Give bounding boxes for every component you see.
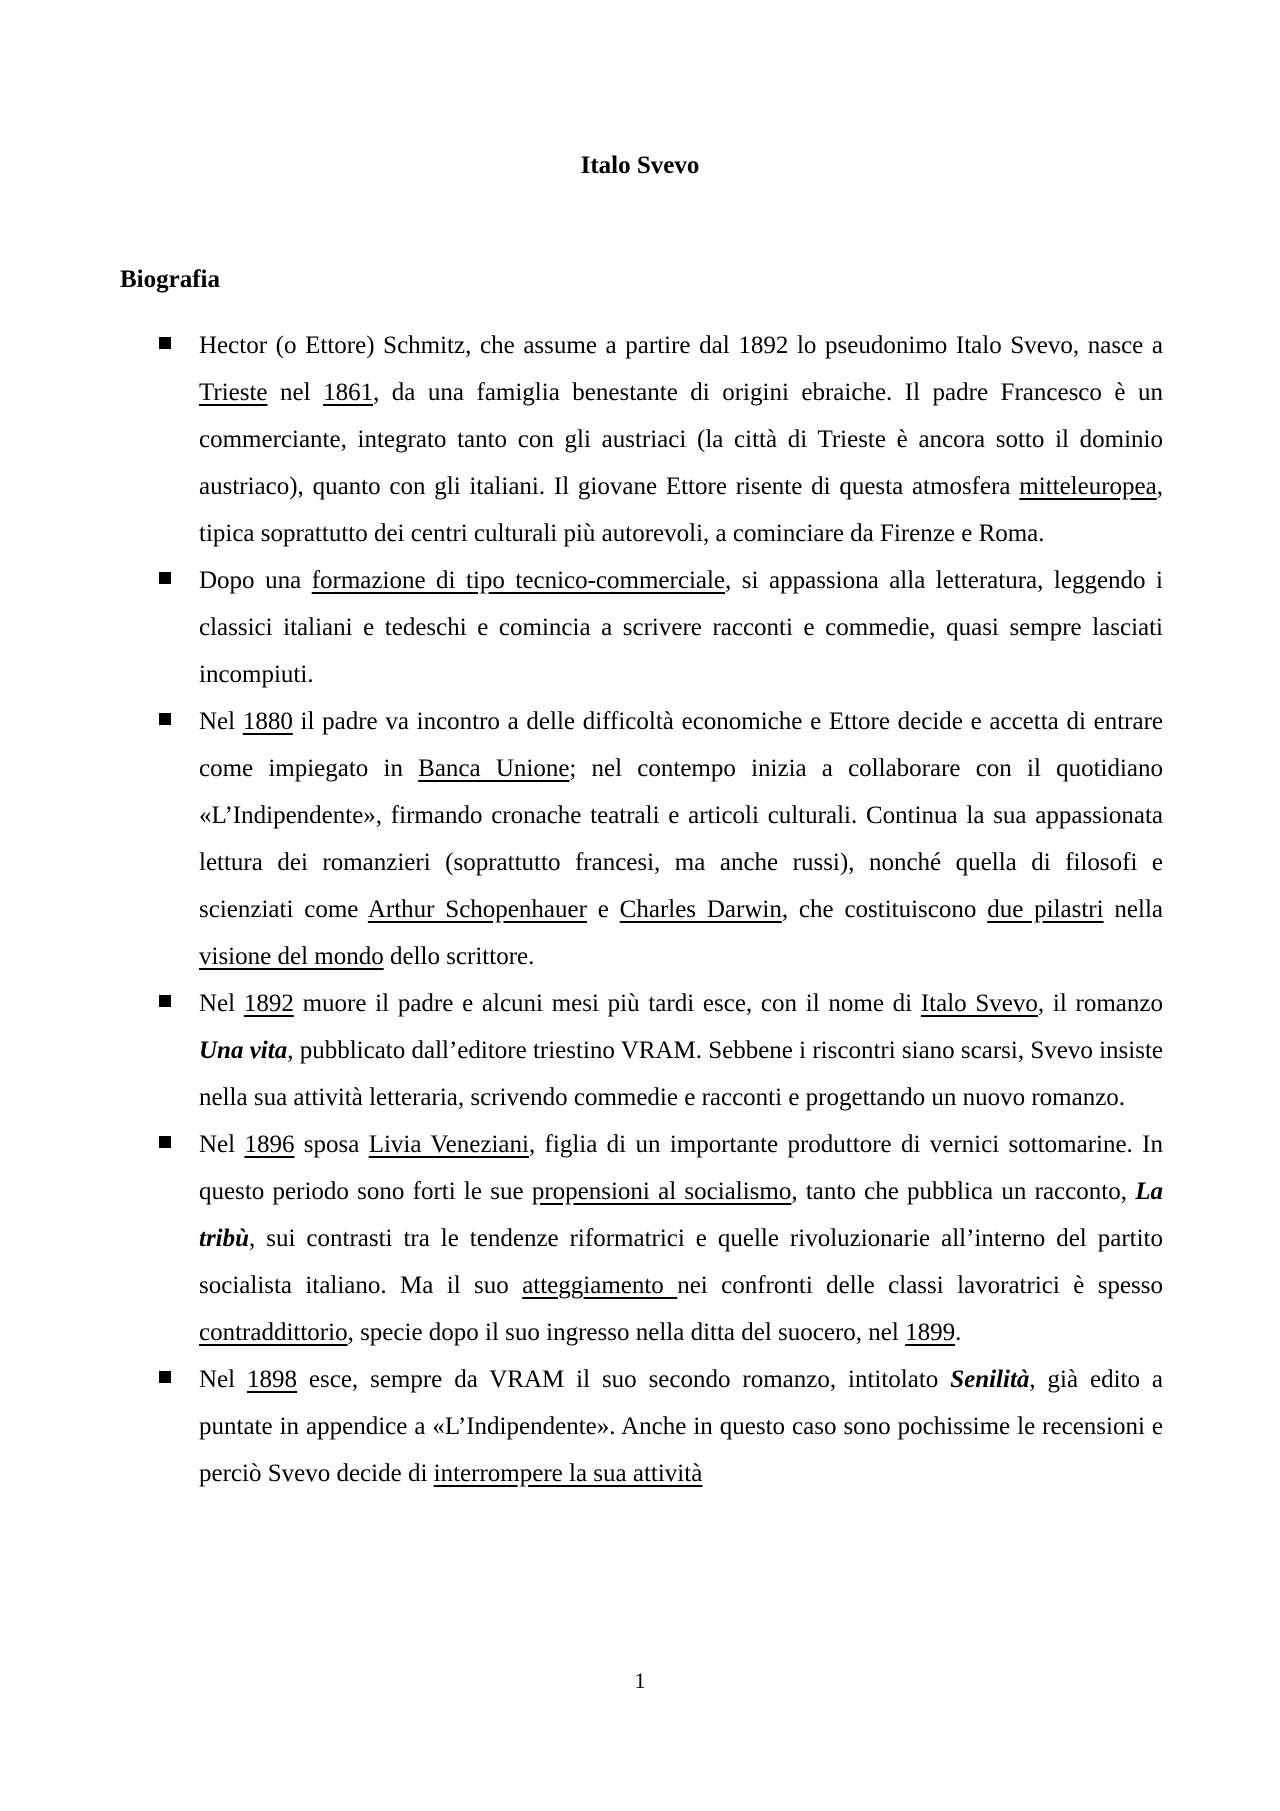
text-segment: Nel bbox=[199, 708, 243, 735]
text-segment: . bbox=[955, 1319, 962, 1346]
square-bullet-icon bbox=[159, 1136, 171, 1148]
text-segment: dello scrittore. bbox=[383, 943, 535, 970]
list-item bbox=[0, 1121, 1163, 1356]
underlined-phrase: due pilastri bbox=[987, 896, 1104, 923]
underlined-phrase: 1861 bbox=[323, 379, 374, 406]
underlined-phrase: 1892 bbox=[243, 990, 294, 1017]
text-segment: , tanto che pubblica un racconto, bbox=[791, 1178, 1136, 1205]
biography-bullet-list bbox=[0, 322, 1280, 1497]
underlined-phrase: contraddittorio bbox=[199, 1319, 348, 1346]
underlined-phrase: formazione di tipo tecnico-commerciale bbox=[311, 567, 726, 594]
underlined-phrase: visione del mondo bbox=[199, 943, 384, 970]
underlined-phrase: Charles Darwin bbox=[619, 896, 782, 923]
list-item bbox=[0, 698, 1163, 980]
work-title bbox=[950, 1366, 1029, 1393]
text-segment: , sui contrasti tra le tendenze riformatrici e quelle rivoluzionarie all’interno del partito socialista italiano. Ma il suo bbox=[199, 1225, 1163, 1299]
underlined-phrase: Livia Veneziani bbox=[368, 1131, 529, 1158]
underlined-phrase: Banca Unione bbox=[418, 755, 570, 782]
underlined-phrase: interrompere la sua attività bbox=[433, 1460, 703, 1487]
underlined-phrase: Arthur Schopenhauer bbox=[367, 896, 587, 923]
underlined-phrase: 1899 bbox=[905, 1319, 956, 1346]
work-title bbox=[199, 1037, 287, 1064]
text-segment: esce, sempre da VRAM il suo secondo romanzo, intitolato bbox=[297, 1366, 951, 1393]
document-title: Italo Svevo bbox=[580, 152, 700, 179]
text-segment: sposa bbox=[294, 1131, 369, 1158]
list-item bbox=[0, 322, 1163, 557]
bullet-paragraph bbox=[199, 322, 1163, 557]
text-segment: nel bbox=[267, 379, 324, 406]
work-title-italic: La tribù bbox=[199, 1178, 1163, 1252]
underlined-phrase: Italo Svevo bbox=[920, 990, 1038, 1017]
text-segment: muore il padre e alcuni mesi più tardi esce, con il nome di bbox=[293, 990, 921, 1017]
square-bullet-icon bbox=[159, 572, 171, 584]
square-bullet-icon bbox=[159, 337, 171, 349]
list-item bbox=[0, 1356, 1163, 1497]
bullet-paragraph bbox=[199, 557, 1163, 698]
text-segment: e bbox=[586, 896, 620, 923]
underlined-phrase: Trieste bbox=[199, 379, 268, 406]
text-segment: , pubblicato dall’editore triestino VRAM. Sebbene i riscontri siano scarsi, Svevo insiste nella sua attività letteraria, scrivendo commedie e racconti e progettando un nuovo romanzo. bbox=[199, 1037, 1163, 1111]
list-item bbox=[0, 980, 1163, 1121]
work-title-italic: Una vita bbox=[199, 1037, 288, 1064]
text-segment: Nel bbox=[199, 990, 244, 1017]
text-segment: , specie dopo il suo ingresso nella ditta del suocero, nel bbox=[347, 1319, 906, 1346]
section-heading: Biografia bbox=[120, 266, 220, 293]
underlined-phrase: 1898 bbox=[247, 1366, 298, 1393]
text-segment: , figlia di un importante produttore di vernici sottomarine. In questo periodo sono forti le sue bbox=[199, 1131, 1163, 1205]
square-bullet-icon bbox=[159, 1371, 171, 1383]
text-segment: il padre va incontro a delle difficoltà economiche e Ettore decide e accetta di entrare come impiegato in bbox=[199, 708, 1163, 782]
text-segment: ; nel contempo inizia a collaborare con il quotidiano «L’Indipendente», firmando cronache teatrali e articoli culturali. Continua la sua appassionata lettura dei romanzieri (soprattutto francesi, ma anche russi), nonché quella di filosofi e scienziati come bbox=[199, 755, 1164, 923]
text-segment: , si appassiona alla letteratura, leggendo i classici italiani e tedeschi e comincia a scrivere racconti e commedie, quasi sempre lasciati incompiuti. bbox=[199, 567, 1164, 688]
bullet-paragraph bbox=[199, 980, 1163, 1121]
text-segment: Dopo una bbox=[199, 567, 312, 594]
text-segment: Hector (o Ettore) Schmitz, che assume a partire dal 1892 lo pseudonimo Italo Svevo, nasce a bbox=[199, 332, 1163, 359]
text-segment: Nel bbox=[199, 1366, 248, 1393]
text-segment: nella bbox=[1103, 896, 1163, 923]
text-segment: , tipica soprattutto dei centri culturali più autorevoli, a cominciare da Firenze e Roma. bbox=[199, 473, 1163, 547]
bullet-paragraph bbox=[199, 1121, 1163, 1356]
text-segment: nei confronti delle classi lavoratrici è spesso bbox=[677, 1272, 1163, 1299]
text-segment: , da una famiglia benestante di origini ebraiche. Il padre Francesco è un commerciante, integrato tanto con gli austriaci (la città di Trieste è ancora sotto il dominio austriaco), quanto con gli italiani. Il giovane Ettore risente di questa atmosfera bbox=[199, 379, 1163, 500]
underlined-phrase: 1880 bbox=[242, 708, 293, 735]
work-title-italic: Senilità bbox=[950, 1366, 1030, 1393]
text-segment: , il romanzo bbox=[1037, 990, 1163, 1017]
underlined-phrase: atteggiamento bbox=[522, 1272, 678, 1299]
list-item bbox=[0, 557, 1163, 698]
page-number: 1 bbox=[634, 1668, 646, 1693]
text-segment: , che costituiscono bbox=[781, 896, 988, 923]
bullet-paragraph bbox=[199, 1356, 1163, 1497]
square-bullet-icon bbox=[159, 713, 171, 725]
underlined-phrase: propensioni al socialismo bbox=[531, 1178, 792, 1205]
bullet-paragraph bbox=[199, 698, 1163, 980]
text-segment: , già edito a puntate in appendice a «L’Indipendente». Anche in questo caso sono pochissime le recensioni e perciò Svevo decide di bbox=[199, 1366, 1163, 1487]
text-segment: Nel bbox=[199, 1131, 245, 1158]
underlined-phrase: 1896 bbox=[244, 1131, 295, 1158]
underlined-phrase: mitteleuropea bbox=[1019, 473, 1157, 500]
square-bullet-icon bbox=[159, 995, 171, 1007]
